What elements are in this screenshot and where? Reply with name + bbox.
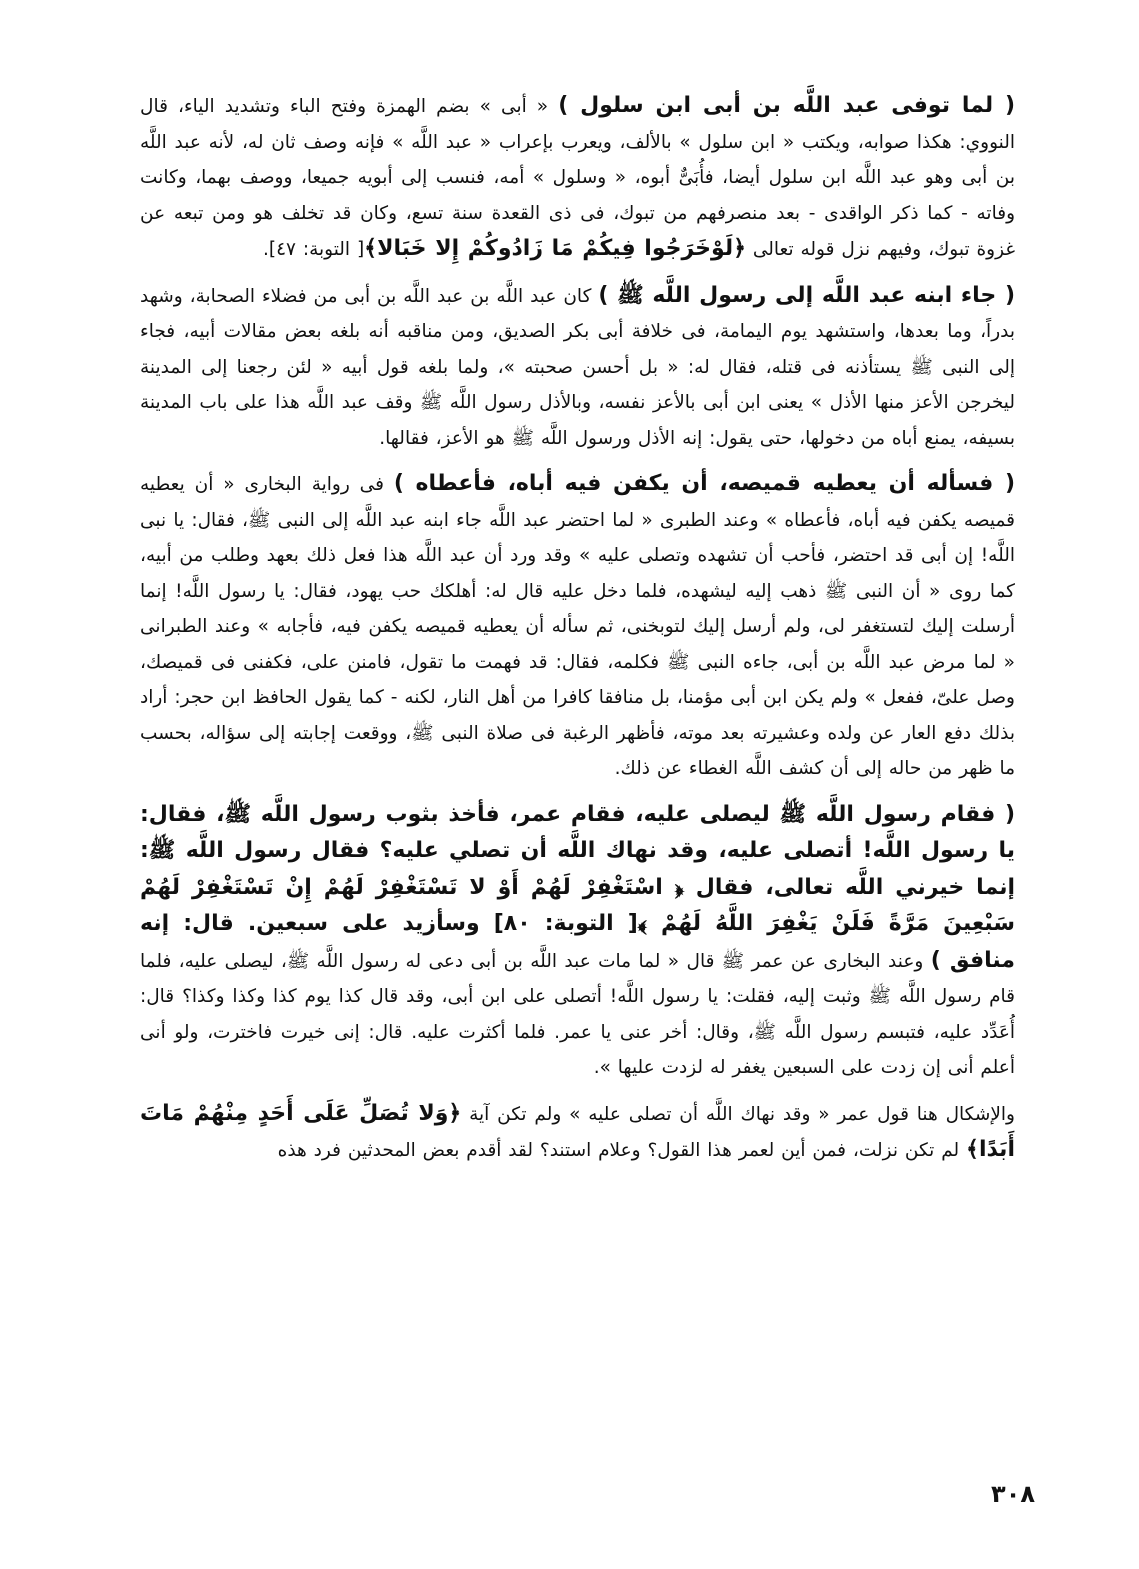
paragraph-1-quran-verse: ﴿لَوْخَرَجُوا فِيكُمْ مَا زَادُوكُمْ إِلا خَبَالا﴾ <box>364 236 746 261</box>
paragraph-2-text: كان عبد اللَّه بن عبد اللَّه بن أبى من فضلاء الصحابة، وشهد بدراً، وما بعدها، واستشهد يوم اليمامة، فى خلافة أبى بكر الصديق، ومن مناقبه أنه بلغه بعض مقالات أبيه، فجاء إلى النبى ﷺ يستأذنه فى قتله، فقال له: « بل أحسن صحبته »، ولما بلغه قول أبيه « لئن رجعنا إلى المدينة ليخرجن الأعز منها الأذل » يعنى ابن أبى بالأعز نفسه، وبالأذل رسول اللَّه ﷺ وقف عبد اللَّه هذا على باب المدينة بسيفه، يمنع أباه من دخولها، حتى يقول: إنه الأذل ورسول اللَّه ﷺ هو الأعز، فقالها. <box>140 285 1015 449</box>
paragraph-4-heading: ( فقام رسول اللَّه ﷺ ليصلى عليه، فقام عمر، فأخذ بثوب رسول اللَّه ﷺ، فقال: يا رسول اللَّه! أتصلى عليه، وقد نهاك اللَّه أن تصلي عليه؟ فقال رسول اللَّه ﷺ: إنما خيرني اللَّه تعالى، فقال <box>140 801 1015 900</box>
paragraph-1-text: « أبى » بضم الهمزة وفتح الباء وتشديد الياء، قال النووي: هكذا صوابه، ويكتب « ابن سلول » بالألف، ويعرب بإعراب « عبد اللَّه » فإنه وصف ثان له، لأنه عبد اللَّه بن أبى وهو عبد اللَّه ابن سلول أيضا، فأُبَىٌّ أبوه، « وسلول » أمه، فنسب إلى أبويه جميعا، ووصف بهما، وكانت وفاته - كما ذكر الواقدى - بعد منصرفهم من تبوك، فى ذى القعدة سنة تسع، وكان قد تخلف هو ومن تبعه عن غزوة تبوك، وفيهم نزل قوله تعالى <box>140 96 1015 260</box>
paragraph-1-heading: ( لما توفى عبد اللَّه بن أبى ابن سلول ) <box>558 93 1015 118</box>
paragraph-3 <box>140 466 1015 787</box>
paragraph-1 <box>140 88 1015 268</box>
page-number: ٣٠٨ <box>991 1480 1035 1508</box>
paragraph-2-heading: ( جاء ابنه عبد اللَّه إلى رسول اللَّه ﷺ ) <box>598 282 1015 308</box>
paragraph-4-text: وعند البخارى عن عمر ﷺ قال « لما مات عبد اللَّه بن أبى دعى له رسول اللَّه ﷺ، ليصلى عليه، فلما قام رسول اللَّه ﷺ وثبت إليه، فقلت: يا رسول اللَّه! أتصلى على ابن أبى، وقد قال كذا يوم كذا وكذا وكذا؟ قال: أُعَدِّد عليه، فتبسم رسول اللَّه ﷺ، وقال: أخر عنى يا عمر. فلما أكثرت عليه. قال: إنى خيرت فاخترت، ولو أنى أعلم أنى إن زدت على السبعين يغفر له لزدت عليها ». <box>140 950 1015 1078</box>
paragraph-2 <box>140 278 1015 457</box>
paragraph-1-reference: [ التوبة: ٤٧]. <box>262 239 365 260</box>
page-body <box>140 88 1015 1179</box>
paragraph-5-quran-verse: ﴿وَلا تُصَلِّ عَلَى أَحَدٍ مِنْهُمْ مَاتَ أَبَدًا﴾ <box>140 1100 1015 1162</box>
paragraph-4-quran-verse: ﴿ اسْتَغْفِرْ لَهُمْ أَوْ لا تَسْتَغْفِرْ لَهُمْ إِنْ تَسْتَغْفِرْ لَهُمْ سَبْعِينَ مَرَّةً فَلَنْ يَغْفِرَ اللَّهُ لَهُمْ ﴾ <box>140 874 1015 936</box>
paragraph-4-heading-continued: [ التوبة: ٨٠] وسأزيد على سبعين. قال: إنه منافق ) <box>140 911 1015 973</box>
paragraph-5-text: والإشكال هنا قول عمر « وقد نهاك اللَّه أن تصلى عليه » ولم تكن آية <box>461 1103 1015 1125</box>
paragraph-5-text-continued: لم تكن نزلت، فمن أين لعمر هذا القول؟ وعلام استند؟ لقد أقدم بعض المحدثين فرد هذه <box>277 1140 967 1161</box>
paragraph-3-text: فى رواية البخارى « أن يعطيه قميصه يكفن فيه أباه، فأعطاه » وعند الطبرى « لما احتضر عبد اللَّه جاء ابنه عبد اللَّه إلى النبى ﷺ، فقال: يا نبى اللَّه! إن أبى قد احتضر، فأحب أن تشهده وتصلى عليه » وقد ورد أن عبد اللَّه هذا فعل ذلك بعهد وطلب من أبيه، كما روى « أن النبى ﷺ ذهب إليه ليشهده، فلما دخل عليه قال له: أهلكك حب يهود، فقال: يا رسول اللَّه! إنما أرسلت إليك لتستغفر لى، ولم أرسل إليك لتوبخنى، ثم سأله أن يعطيه قميصه يكفن فيه، فأجابه » وعند الطبرانى « لما مرض عبد اللَّه بن أبى، جاءه النبى ﷺ فكلمه، فقال: قد فهمت ما تقول، فامنن على، فكفنى فى قميصك، وصل علىّ، ففعل » ولم يكن ابن أبى مؤمنا، بل منافقا كافرا من أهل النار، لكنه - كما يقول الحافظ ابن حجر: أراد بذلك دفع العار عن ولده وعشيرته بعد موته، فأظهر الرغبة فى صلاة النبى ﷺ، ووقعت إجابته إلى سؤاله، بحسب ما ظهر من حاله إلى أن كشف اللَّه الغطاء عن ذلك. <box>140 474 1015 779</box>
paragraph-3-heading: ( فسأله أن يعطيه قميصه، أن يكفن فيه أباه، فأعطاه ) <box>393 471 1015 496</box>
paragraph-5 <box>140 1096 1015 1169</box>
paragraph-4 <box>140 797 1015 1086</box>
